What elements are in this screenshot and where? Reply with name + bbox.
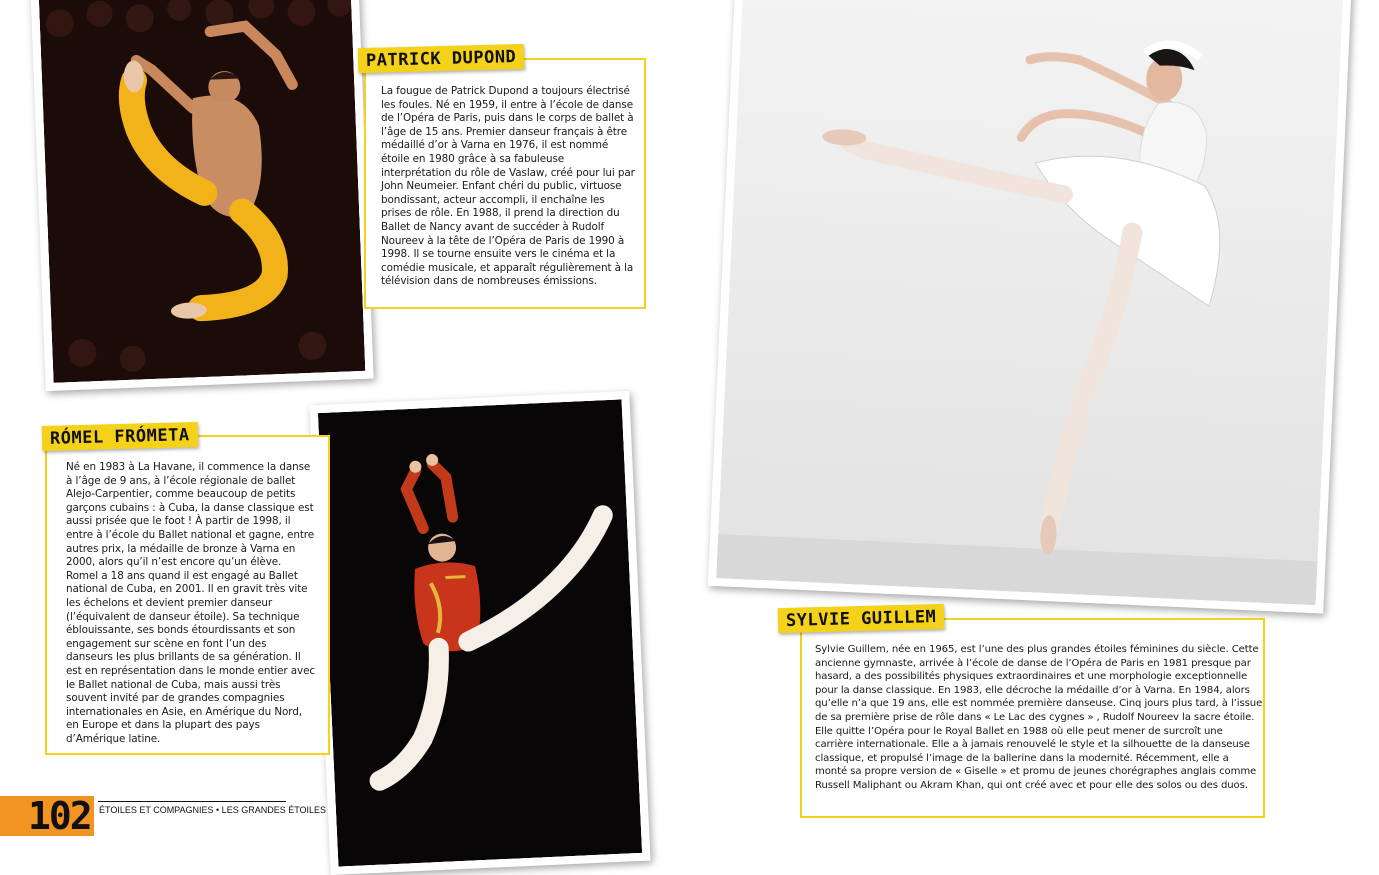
bio-box-sylvie-guillem [800,618,1265,818]
photo-patrick-dupond [30,0,373,391]
ballerina-arabesque-illustration [716,0,1344,605]
photo-sylvie-guillem [708,0,1352,614]
bio-box-romel-frometa [45,435,330,755]
dancer-leap-illustration [318,399,642,866]
bio-text-sylvie-guillem: Sylvie Guillem, née en 1965, est l’une des plus grandes étoiles féminines du siècle. Cette ancienne gymnaste, arrivée à l’école de danse de l’Opéra de Paris en 1981 presque par hasard, a des possibilités physiques extraordinaires et une morphologie exceptionnelle pour la danse classique. En 1983, elle décroche la médaille d’or à Varna. En 1984, alors qu’elle n’a que 19 ans, elle est nommée première danseuse. Cinq jours plus tard, à l’issue de sa première prise de rôle dans « Le Lac des cygnes » , Rudolf Noureev la sacre étoile. Elle quitte l’Opéra pour le Royal Ballet en 1988 où elle peut mener de surcroît une carrière internationale. Elle a à jamais renouvelé le style et la silhouette de la danseuse classique, et propulsé l’image de la ballerine dans la modernité. Récemment, elle a monté sa propre version de « Giselle » et promu de jeunes chorégraphes anglais comme Russell Maliphant ou Akram Khan, qui ont créé avec et pour elle des solos ou des duos. [815,644,1263,791]
bio-text-romel-frometa: Né en 1983 à La Havane, il commence la danse à l’âge de 9 ans, à l’école régionale de ballet Alejo-Carpentier, comme beaucoup de petits garçons cubains : à Cuba, la danse classique est aussi prisée que le foot ! À partir de 1998, il entre à l’école du Ballet national et gagne, entre autres prix, la médaille de bronze à Varna en 2000, alors qu’il n’est encore qu’un élève. Romel a 18 ans quand il est engagé au Ballet national de Cuba, en 2001. Il en gravit très vite les échelons et devient premier danseur (l’équivalent de danseur étoile). Sa technique éblouissante, ses bonds étourdissants et son engagement sur scène en font l’un des danseurs les plus brillants de sa génération. Il est en représentation dans le monde entier avec le Ballet national de Cuba, mais aussi très souvent invité par de grandes compagnies internationales en Asie, en Amérique du Nord, en Europe et dans la plupart des pays d’Amérique latine. [66,461,316,745]
dancer-jump-illustration [39,0,366,383]
page-number: 102 [28,794,91,838]
bio-box-patrick-dupond [364,58,646,309]
name-tag-sylvie-guillem: SYLVIE GUILLEM [778,604,945,633]
page-number-block [0,796,94,836]
footer-section-label: ÉTOILES ET COMPAGNIES • LES GRANDES ÉTOILES [99,805,327,815]
bio-text-patrick-dupond: La fougue de Patrick Dupond a toujours électrisé les foules. Né en 1959, il entre à l’école de danse de l’Opéra de Paris, puis dans le corps de ballet à l’âge de 15 ans. Premier danseur français à être médaillé d’or à Varna en 1976, il est nommé étoile en 1980 grâce à sa fabuleuse interprétation du rôle de Vaslaw, créé pour lui par John Neumeier. Enfant chéri du public, virtuose bondissant, acteur accompli, il enchaîne les prises de rôle. En 1988, il prend la direction du Ballet de Nancy avant de succéder à Rudolf Noureev à la tête de l’Opéra de Paris de 1990 à 1998. Il se tourne ensuite vers le cinéma et la comédie musicale, et apparaît régulièrement à la télévision dans de nombreuses émissions. [381,85,635,288]
photo-romel-frometa [310,391,651,875]
footer-divider [98,801,286,802]
name-tag-patrick-dupond: PATRICK DUPOND [358,44,525,73]
name-tag-romel-frometa: RÓMEL FRÓMETA [42,422,198,451]
